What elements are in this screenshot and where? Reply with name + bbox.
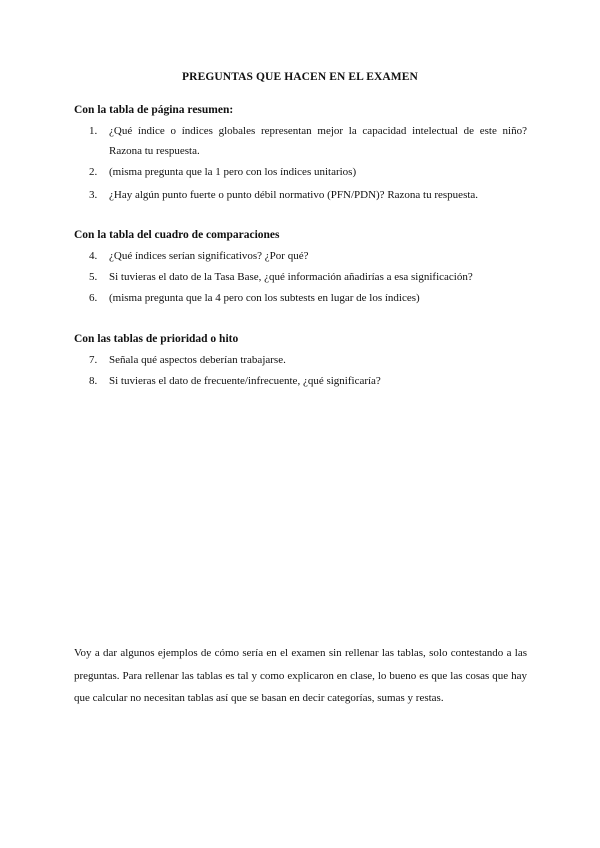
question-number: 4. xyxy=(89,250,98,262)
question-item xyxy=(74,246,527,266)
question-number: 5. xyxy=(89,271,98,283)
question-text: (misma pregunta que la 4 pero con los subtests en lugar de los índices) xyxy=(109,292,420,304)
section-heading-resumen: Con la tabla de página resumen: xyxy=(74,104,234,116)
question-text: (misma pregunta que la 1 pero con los índices unitarios) xyxy=(109,166,357,178)
page-title: PREGUNTAS QUE HACEN EN EL EXAMEN xyxy=(182,71,418,83)
question-item xyxy=(74,162,527,182)
question-text: Señala qué aspectos deberían trabajarse. xyxy=(109,354,286,366)
question-number: 1. xyxy=(89,125,98,137)
section-heading-comparaciones: Con la tabla del cuadro de comparaciones xyxy=(74,229,280,241)
question-item xyxy=(74,185,527,205)
question-item xyxy=(74,267,527,287)
question-number: 6. xyxy=(89,292,98,304)
question-item xyxy=(74,371,527,391)
question-text: ¿Qué índice o índices globales representan mejor la capacidad intelectual de este niño? Razona tu respuesta. xyxy=(109,125,527,157)
question-item xyxy=(74,121,527,161)
question-text: Si tuvieras el dato de frecuente/infrecuente, ¿qué significaría? xyxy=(109,375,381,387)
question-item xyxy=(74,288,527,308)
section-heading-prioridad: Con las tablas de prioridad o hito xyxy=(74,333,239,345)
question-number: 2. xyxy=(89,166,98,178)
question-number: 7. xyxy=(89,354,98,366)
question-text: ¿Hay algún punto fuerte o punto débil normativo (PFN/PDN)? Razona tu respuesta. xyxy=(109,189,479,201)
question-number: 8. xyxy=(89,375,98,387)
question-text: ¿Qué índices serían significativos? ¿Por qué? xyxy=(109,250,309,262)
question-item xyxy=(74,350,527,370)
closing-paragraph: Voy a dar algunos ejemplos de cómo sería en el examen sin rellenar las tablas, solo contestando a las preguntas. Para rellenar las tablas es tal y como explicaron en clase, lo bueno es que las cosas que hay que calcular no necesitan tablas así que se basan en decir categorías, sumas y restas. xyxy=(74,647,527,704)
question-number: 3. xyxy=(89,189,98,201)
question-text: Si tuvieras el dato de la Tasa Base, ¿qué información añadirías a esa significación? xyxy=(109,271,473,283)
